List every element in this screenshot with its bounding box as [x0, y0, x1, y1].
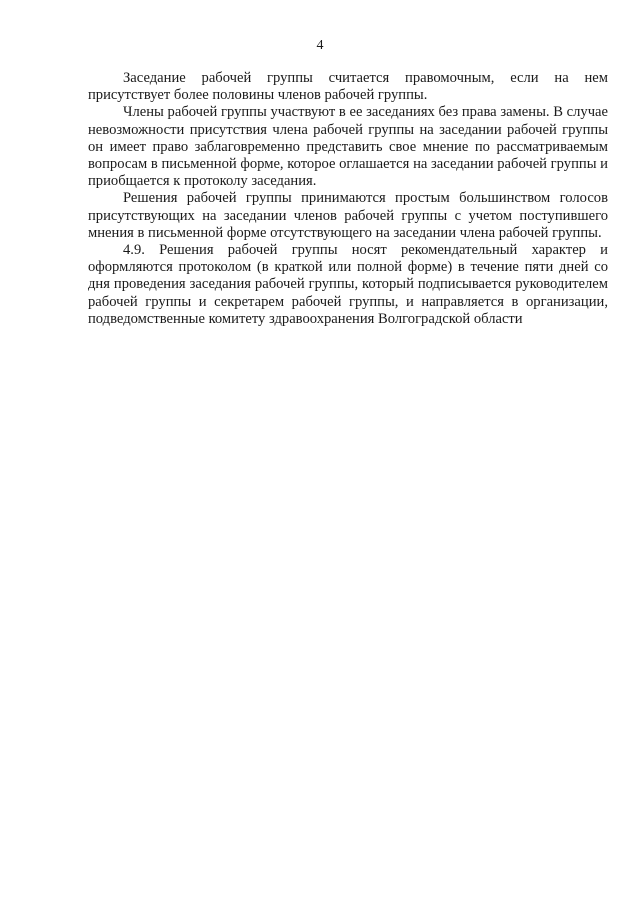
paragraph-participation: Члены рабочей группы участвуют в ее заседаниях без права замены. В случае невозможности присутствия члена рабочей группы на заседании рабочей группы он имеет право заблаговременно представить свое мнение по рассматриваемым вопросам в письменной форме, которое оглашается на заседании рабочей группы и приобщается к протоколу заседания.	[88, 104, 608, 190]
paragraph-clause-4-9: 4.9. Решения рабочей группы носят рекомендательный характер и оформляются протоколом (в краткой или полной форме) в течение пяти дней со дня проведения заседания рабочей группы, который подписывается руководителем рабочей группы и секретарем рабочей группы, и направляется в организации, подведомственные комитету здравоохранения Волгоградской области	[88, 242, 608, 327]
paragraph-decisions: Решения рабочей группы принимаются простым большинством голосов присутствующих на заседании членов рабочей группы с учетом поступившего мнения в письменной форме отсутствующего на заседании члена рабочей группы.	[88, 190, 608, 241]
document-body	[88, 70, 608, 328]
page-number: 4	[316, 38, 324, 53]
paragraph-quorum: Заседание рабочей группы считается правомочным, если на нем присутствует более половины членов рабочей группы.	[88, 70, 608, 104]
